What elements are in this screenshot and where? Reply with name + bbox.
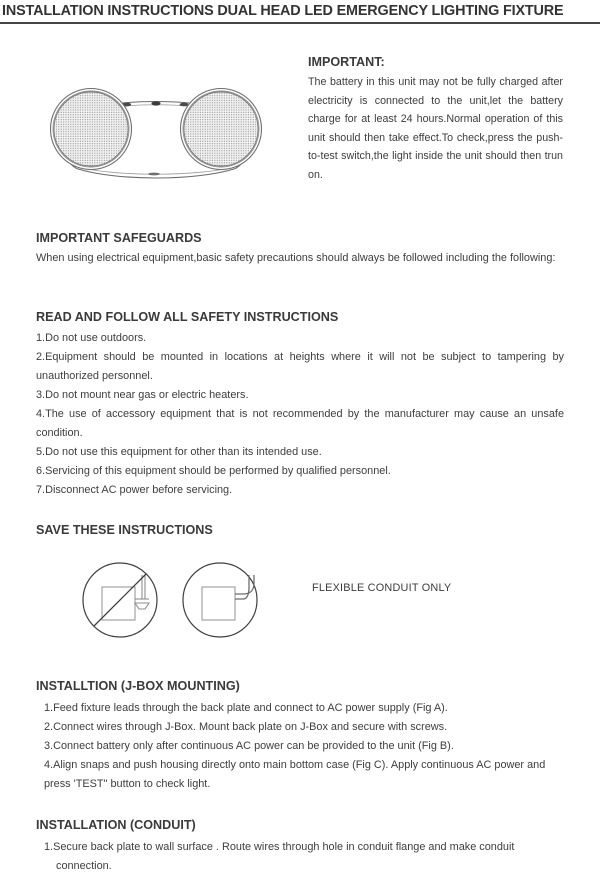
list-item: connection. [56,860,112,872]
list-item: 3.Connect battery only after continuous AC power can be provided to the unit (Fig B). [44,740,454,752]
list-item: 5.Do not use this equipment for other than its intended use. [36,446,322,458]
read-follow-heading: READ AND FOLLOW ALL SAFETY INSTRUCTIONS [36,310,339,324]
jbox-mounting-heading: INSTALLTION (J-BOX MOUNTING) [36,679,240,693]
important-body: The battery in this unit may not be fully charged after electricity is connected to the unit,let the battery charge for at least 24 hours.Normal operation of this unit should then take effect.To check,press the push-to-test switch,the light inside the unit should then trun on. [308,76,563,181]
jbox-mounting-list [44,699,564,794]
title-divider [0,22,600,24]
list-item: 6.Servicing of this equipment should be performed by qualified personnel. [36,465,391,477]
safeguards-body: When using electrical equipment,basic safety precautions should always be followed including the following: [36,252,556,264]
read-follow-list [36,329,564,500]
product-illustration [34,66,278,192]
list-item: 1.Secure back plate to wall surface . Route wires through hole in conduit flange and make conduit [44,841,515,853]
important-heading: IMPORTANT: [308,55,385,69]
list-item: 1.Do not use outdoors. [36,332,147,344]
conduit-install-list [44,838,564,876]
list-item: 1.Feed fixture leads through the back plate and connect to AC power supply (Fig A). [44,702,448,714]
list-item: 2.Connect wires through J-Box. Mount back plate on J-Box and secure with screws. [44,721,448,733]
flexible-conduit-allowed-icon [183,563,257,637]
page-title: INSTALLATION INSTRUCTIONS DUAL HEAD LED EMERGENCY LIGHTING FIXTURE [2,3,564,19]
conduit-icon-group [75,555,275,645]
list-item: 3.Do not mount near gas or electric heaters. [36,389,249,401]
rigid-conduit-prohibited-icon [83,563,157,637]
safeguards-heading: IMPORTANT SAFEGUARDS [36,231,202,245]
list-item: 2.Equipment should be mounted in locations at heights where it will not be subject to tampering by unauthorized personnel. [36,351,564,382]
important-notice [308,55,563,185]
conduit-note-label: FLEXIBLE CONDUIT ONLY [312,582,452,594]
list-item: 4.The use of accessory equipment that is not recommended by the manufacturer may cause an unsafe condition. [36,408,564,439]
list-item: 7.Disconnect AC power before servicing. [36,484,233,496]
save-instructions-heading: SAVE THESE INSTRUCTIONS [36,523,213,537]
list-item: 4.Align snaps and push housing directly onto main bottom case (Fig C). Apply continuous AC power and press 'TEST" button to check light. [44,759,546,790]
conduit-install-heading: INSTALLATION (CONDUIT) [36,818,196,832]
